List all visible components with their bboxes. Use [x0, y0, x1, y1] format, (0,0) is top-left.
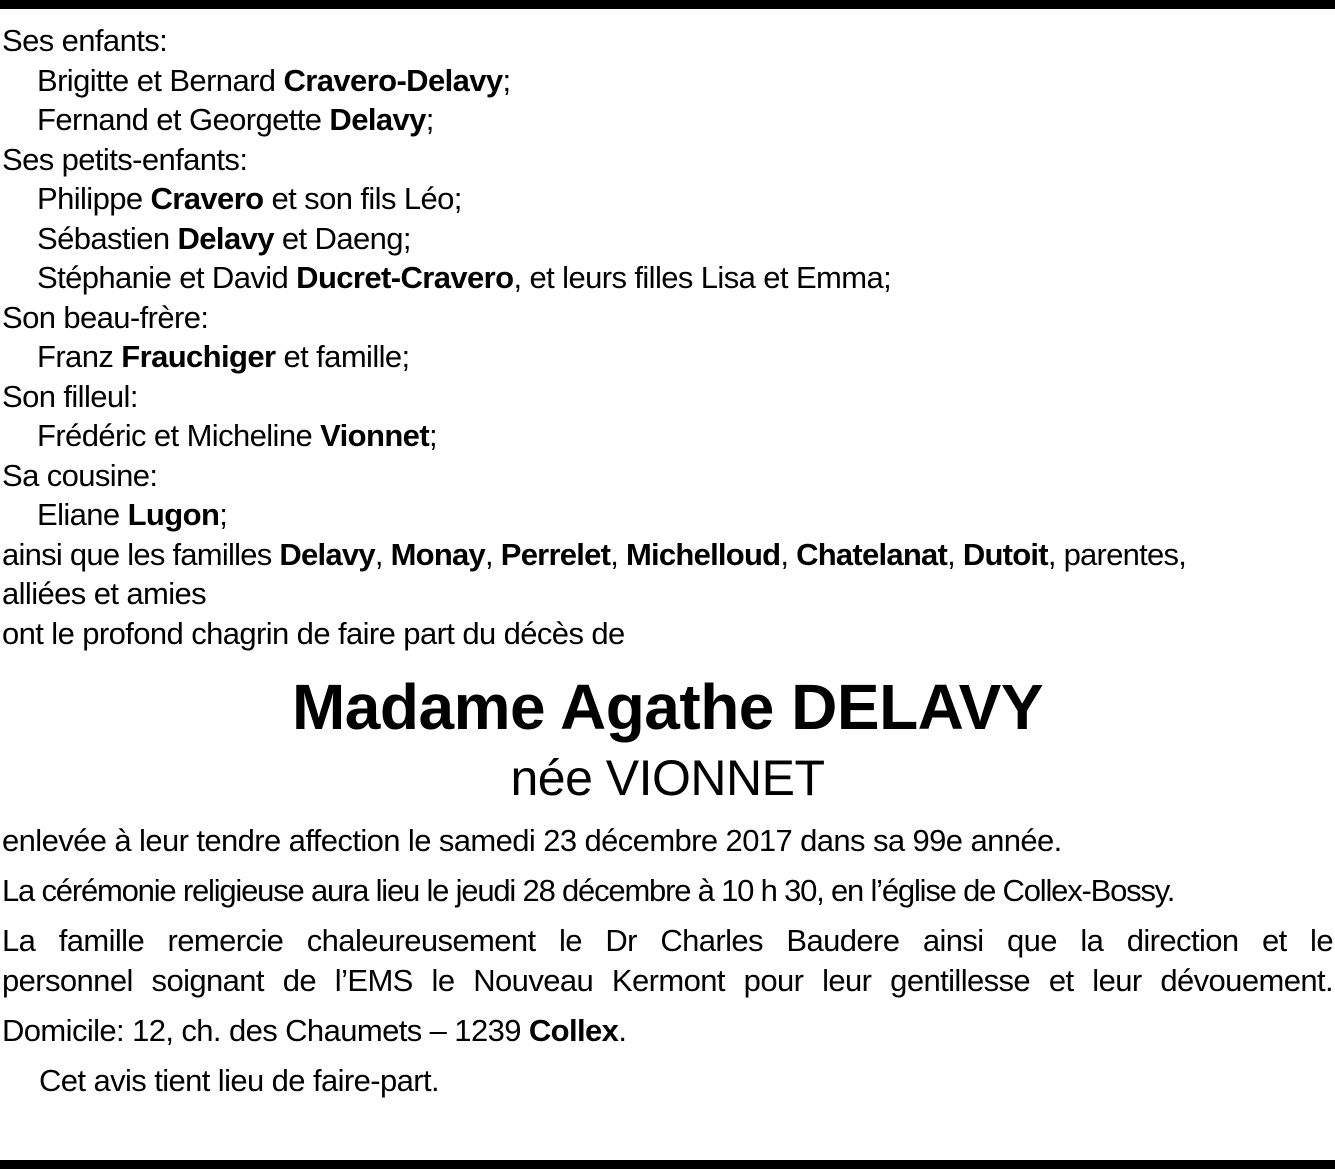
family-line: Fernand et Georgette Delavy; — [37, 102, 434, 137]
thanks-line: personnel soignant de l’EMS le Nouveau Kermont pour leur gentillesse et leur dévouement. — [2, 963, 1333, 998]
family-line: Philippe Cravero et son fils Léo; — [37, 181, 462, 216]
thanks-paragraph — [2, 921, 1333, 1001]
death-date-paragraph: enlevée à leur tendre affection le samedi 23 décembre 2017 dans sa 99e année. — [2, 823, 1062, 858]
domicile-paragraph: Domicile: 12, ch. des Chaumets – 1239 Collex. — [2, 1013, 627, 1048]
family-line: Franz Frauchiger et famille; — [37, 339, 410, 374]
bottom-rule — [0, 1160, 1335, 1169]
top-rule — [0, 0, 1335, 9]
family-name: Perrelet — [500, 536, 611, 572]
family-name: Michelloud — [625, 536, 781, 572]
family-name: Lugon — [127, 497, 220, 532]
section-heading-enfants: Ses enfants: — [2, 23, 168, 58]
family-name: Delavy — [279, 536, 375, 572]
family-line: Sébastien Delavy et Daeng; — [37, 220, 411, 256]
domicile-place: Collex — [528, 1013, 619, 1048]
deceased-name: Madame Agathe DELAVY — [291, 671, 1044, 743]
section-heading-petits-enfants: Ses petits-enfants: — [2, 141, 248, 177]
family-name: Monay — [390, 536, 486, 572]
family-name: Chatelanat — [796, 536, 948, 572]
family-line: Stéphanie et David Ducret-Cravero, et leurs filles Lisa et Emma; — [37, 260, 892, 295]
families-line: ainsi que les familles Delavy, Monay, Perrelet, Michelloud, Chatelanat, Dutoit, parentes, — [2, 536, 1187, 572]
obituary-notice — [2, 21, 1333, 1101]
ceremony-paragraph: La cérémonie religieuse aura lieu le jeudi 28 décembre à 10 h 30, en l’église de Collex-Bossy. — [2, 873, 1175, 908]
section-heading-beau-frere: Son beau-frère: — [2, 299, 209, 335]
family-name: Cravero — [150, 181, 264, 216]
family-name: Ducret-Cravero — [296, 260, 514, 295]
family-line: Eliane Lugon; — [37, 497, 228, 532]
family-line: Brigitte et Bernard Cravero-Delavy; — [37, 62, 511, 98]
family-name: Dutoit — [962, 536, 1048, 572]
family-name: Frauchiger — [121, 339, 276, 374]
section-heading-filleul: Son filleul: — [2, 378, 138, 414]
section-heading-cousine: Sa cousine: — [2, 457, 158, 493]
family-line: Frédéric et Micheline Vionnet; — [37, 418, 438, 453]
thanks-line: La famille remercie chaleureusement le Dr Charles Baudere ainsi que la direction et le — [2, 923, 1333, 958]
announcement-line: ont le profond chagrin de faire part du décès de — [2, 615, 625, 651]
family-name: Vionnet — [320, 418, 430, 453]
closing-line: Cet avis tient lieu de faire-part. — [39, 1063, 440, 1098]
family-name: Cravero-Delavy — [283, 62, 503, 98]
family-name: Delavy — [177, 220, 274, 256]
maiden-name: née VIONNET — [510, 750, 825, 806]
families-line-continued: alliées et amies — [2, 576, 207, 611]
family-name: Delavy — [329, 102, 426, 137]
